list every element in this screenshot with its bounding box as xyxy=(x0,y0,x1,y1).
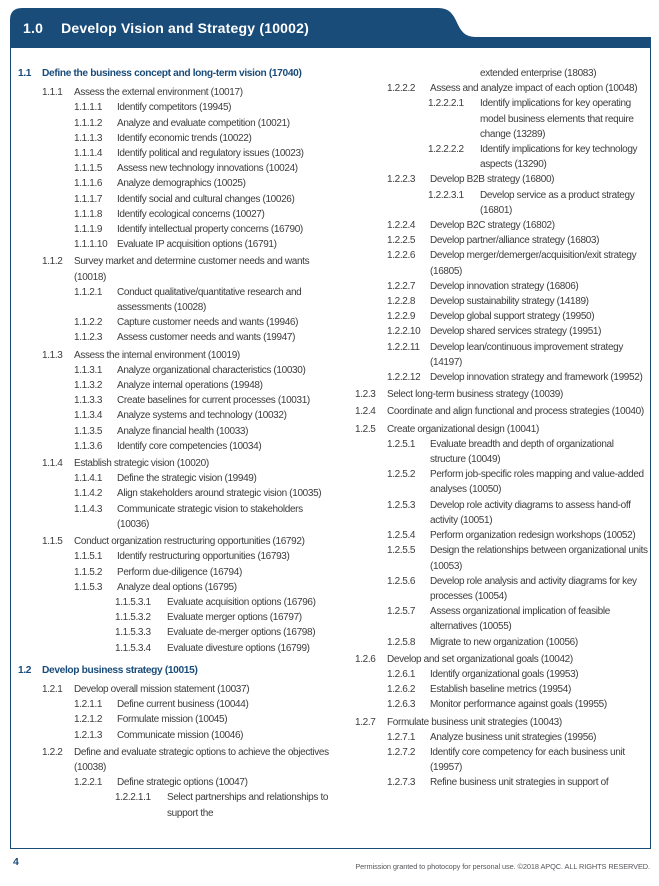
item-text: extended enterprise (18083) xyxy=(480,68,597,79)
item-number: 1.1 xyxy=(18,68,32,79)
item-number: 1.1.5.3.2 xyxy=(115,612,151,624)
item-text: Define the strategic vision (19949) xyxy=(117,473,257,485)
list-item xyxy=(10,775,332,790)
list-item xyxy=(323,96,650,142)
item-number: 1.2.2.1.1 xyxy=(115,792,151,804)
item-text: Evaluate de-merger options (16798) xyxy=(167,627,316,639)
list-item xyxy=(323,528,650,543)
item-text: Assess and analyze impact of each option (10048) xyxy=(430,83,638,95)
item-text: Evaluate acquisition options (16796) xyxy=(167,596,316,608)
list-item xyxy=(10,790,332,820)
page-number: 4 xyxy=(13,856,19,868)
item-number: 1.2.2 xyxy=(42,746,63,758)
item-number: 1.2.1.3 xyxy=(74,729,103,741)
list-item xyxy=(323,279,650,294)
item-text: Survey market and determine customer needs and wants (10018) xyxy=(74,256,310,283)
list-item xyxy=(10,348,332,363)
item-number: 1.1.5.3.4 xyxy=(115,642,151,654)
list-item xyxy=(323,309,650,324)
list-item xyxy=(323,340,650,370)
item-text: Conduct organization restructuring opportunities (16792) xyxy=(74,536,305,548)
item-number: 1.1.3 xyxy=(42,349,63,361)
item-text: Perform job-specific roles mapping and value-added analyses (10050) xyxy=(430,469,644,496)
item-number: 1.1.1.1 xyxy=(74,102,103,114)
item-number: 1.1.3.3 xyxy=(74,395,103,407)
list-item xyxy=(323,66,650,81)
list-item xyxy=(323,142,650,172)
list-item xyxy=(10,116,332,131)
page-title-number: 1.0 xyxy=(23,20,44,36)
item-number: 1.1.5 xyxy=(42,536,63,548)
item-number: 1.1.3.1 xyxy=(74,364,103,376)
item-text: Develop global support strategy (19950) xyxy=(430,311,595,323)
page-title xyxy=(23,8,309,48)
item-text: Identify organizational goals (19953) xyxy=(430,668,579,680)
item-number: 1.1.2 xyxy=(42,256,63,268)
item-text: Establish baseline metrics (19954) xyxy=(430,684,571,696)
list-item xyxy=(10,254,332,284)
item-text: Identify competitors (19945) xyxy=(117,102,232,114)
item-text: Refine business unit strategies in support of xyxy=(430,777,609,789)
list-item xyxy=(323,437,650,467)
list-item xyxy=(10,439,332,454)
item-number: 1.2.1.2 xyxy=(74,714,103,726)
item-number: 1.1.1.5 xyxy=(74,163,103,175)
list-item xyxy=(10,207,332,222)
section-heading xyxy=(10,66,332,81)
list-item xyxy=(10,222,332,237)
item-number: 1.1.3.5 xyxy=(74,425,103,437)
item-text: Design the relationships between organizational units (10053) xyxy=(430,545,648,572)
list-item xyxy=(323,745,650,775)
list-item xyxy=(323,667,650,682)
list-item xyxy=(323,635,650,650)
item-number: 1.2.2.12 xyxy=(387,372,421,384)
item-number: 1.1.1.4 xyxy=(74,148,103,160)
item-number: 1.1.3.6 xyxy=(74,440,103,452)
item-text: Evaluate divesture options (16799) xyxy=(167,642,310,654)
item-number: 1.2.7.2 xyxy=(387,746,416,758)
list-item xyxy=(10,146,332,161)
item-text: Assess customer needs and wants (19947) xyxy=(117,332,296,344)
list-item xyxy=(10,595,332,610)
list-item xyxy=(10,682,332,697)
item-number: 1.2.2.5 xyxy=(387,235,416,247)
item-number: 1.1.1 xyxy=(42,87,63,99)
item-text: Assess the internal environment (10019) xyxy=(74,349,240,361)
list-item xyxy=(323,730,650,745)
item-text: Select long-term business strategy (10039) xyxy=(387,389,563,401)
list-item xyxy=(323,248,650,278)
list-item xyxy=(323,188,650,218)
list-item xyxy=(323,574,650,604)
item-text: Perform due-diligence (16794) xyxy=(117,566,242,578)
list-item xyxy=(10,534,332,549)
item-text: Develop business strategy (10015) xyxy=(42,664,198,676)
item-number: 1.1.1.9 xyxy=(74,224,103,236)
item-text: Develop innovation strategy and framework (19952) xyxy=(430,372,643,384)
item-number: 1.1.4.2 xyxy=(74,488,103,500)
list-item xyxy=(323,652,650,667)
item-text: Define the business concept and long-term vision (17040) xyxy=(42,68,302,79)
item-number: 1.2.2.3 xyxy=(387,174,416,186)
item-text: Assess the external environment (10017) xyxy=(74,87,243,99)
item-number: 1.2.2.1 xyxy=(74,777,103,789)
item-number: 1.2.7.1 xyxy=(387,731,416,743)
list-item xyxy=(323,218,650,233)
item-text: Develop and set organizational goals (10042) xyxy=(387,653,573,665)
item-number: 1.2.2.2.2 xyxy=(428,144,464,156)
item-text: Establish strategic vision (10020) xyxy=(74,458,209,470)
item-number: 1.1.2.2 xyxy=(74,317,103,329)
list-item xyxy=(10,237,332,252)
item-number: 1.2.7 xyxy=(355,716,376,728)
item-number: 1.1.5.3.1 xyxy=(115,596,151,608)
item-number: 1.1.5.1 xyxy=(74,551,103,563)
item-number: 1.2.5.6 xyxy=(387,575,416,587)
item-number: 1.2.2.10 xyxy=(387,326,421,338)
item-number: 1.2.2.9 xyxy=(387,311,416,323)
item-number: 1.2 xyxy=(18,664,32,676)
list-item xyxy=(323,81,650,96)
list-item xyxy=(323,422,650,437)
process-list-left-column xyxy=(10,66,332,821)
item-number: 1.2.2.4 xyxy=(387,220,416,232)
item-number: 1.2.4 xyxy=(355,406,376,418)
list-item xyxy=(10,641,332,656)
item-number: 1.1.4 xyxy=(42,458,63,470)
list-item xyxy=(10,408,332,423)
item-text: Define strategic options (10047) xyxy=(117,777,248,789)
list-item xyxy=(10,712,332,727)
item-number: 1.1.1.10 xyxy=(74,239,108,251)
item-number: 1.2.6.2 xyxy=(387,684,416,696)
item-text: Analyze deal options (16795) xyxy=(117,581,237,593)
item-text: Conduct qualitative/quantitative research and assessments (10028) xyxy=(117,286,302,314)
item-text: Evaluate breadth and depth of organizational structure (10049) xyxy=(430,438,614,466)
item-text: Analyze systems and technology (10032) xyxy=(117,410,287,422)
list-item xyxy=(10,565,332,580)
list-item xyxy=(323,294,650,309)
item-text: Develop shared services strategy (19951) xyxy=(430,326,602,338)
item-text: Identify economic trends (10022) xyxy=(117,132,252,144)
item-number: 1.2.5.1 xyxy=(387,438,416,450)
item-number: 1.2.5.5 xyxy=(387,545,416,557)
item-text: Analyze internal operations (19948) xyxy=(117,380,263,392)
item-text: Monitor performance against goals (19955) xyxy=(430,699,607,711)
list-item xyxy=(10,285,332,315)
item-text: Develop B2C strategy (16802) xyxy=(430,220,555,232)
list-item xyxy=(323,404,650,419)
item-text: Analyze business unit strategies (19956) xyxy=(430,731,597,743)
list-item xyxy=(323,498,650,528)
item-text: Analyze organizational characteristics (10030) xyxy=(117,364,306,376)
item-number: 1.1.1.6 xyxy=(74,178,103,190)
item-number: 1.2.5.2 xyxy=(387,469,416,481)
item-text: Communicate strategic vision to stakeholders (10036) xyxy=(117,503,303,530)
item-text: Identify social and cultural changes (10026) xyxy=(117,193,295,205)
item-number: 1.1.3.2 xyxy=(74,380,103,392)
list-item xyxy=(10,728,332,743)
item-text: Coordinate and align functional and process strategies (10040) xyxy=(387,406,644,418)
item-number: 1.1.2.3 xyxy=(74,332,103,344)
item-number: 1.1.1.7 xyxy=(74,193,103,205)
item-text: Select partnerships and relationships to support the xyxy=(167,792,329,819)
item-text: Analyze demographics (10025) xyxy=(117,178,246,190)
list-item xyxy=(323,467,650,497)
item-text: Identify core competency for each business unit (19957) xyxy=(430,746,625,774)
item-number: 1.2.3 xyxy=(355,389,376,401)
list-item xyxy=(10,378,332,393)
list-item xyxy=(10,192,332,207)
item-number: 1.1.3.4 xyxy=(74,410,103,422)
item-text: Identify intellectual property concerns (16790) xyxy=(117,224,303,236)
item-number: 1.2.2.8 xyxy=(387,296,416,308)
item-text: Develop service as a product strategy (16801) xyxy=(480,189,635,216)
item-text: Communicate mission (10046) xyxy=(117,729,244,741)
item-number: 1.1.1.2 xyxy=(74,117,103,129)
item-number: 1.2.1.1 xyxy=(74,699,103,711)
list-item xyxy=(10,625,332,640)
item-number: 1.2.6.1 xyxy=(387,668,416,680)
list-item xyxy=(10,315,332,330)
item-text: Identify political and regulatory issues (10023) xyxy=(117,148,304,160)
list-item xyxy=(10,610,332,625)
item-number: 1.2.5 xyxy=(355,423,376,435)
list-item xyxy=(10,697,332,712)
list-item xyxy=(10,363,332,378)
item-text: Formulate business unit strategies (10043) xyxy=(387,716,562,728)
item-text: Define current business (10044) xyxy=(117,699,249,711)
item-number: 1.2.5.8 xyxy=(387,636,416,648)
list-item xyxy=(323,324,650,339)
item-number: 1.2.5.7 xyxy=(387,606,416,618)
list-item xyxy=(323,715,650,730)
item-text: Identify implications for key operating model business elements that require change (13289) xyxy=(480,98,634,140)
item-text: Develop merger/demerger/acquisition/exit strategy (16805) xyxy=(430,250,637,277)
item-text: Align stakeholders around strategic vision (10035) xyxy=(117,488,322,500)
item-number: 1.1.2.1 xyxy=(74,286,103,298)
item-text: Define and evaluate strategic options to achieve the objectives (10038) xyxy=(74,746,329,773)
item-number: 1.2.2.7 xyxy=(387,280,416,292)
item-number: 1.2.2.11 xyxy=(387,341,420,353)
list-item xyxy=(10,502,332,532)
list-item xyxy=(10,176,332,191)
list-item xyxy=(10,161,332,176)
item-number: 1.2.5.3 xyxy=(387,499,416,511)
item-text: Capture customer needs and wants (19946) xyxy=(117,317,299,329)
item-text: Develop innovation strategy (16806) xyxy=(430,280,579,292)
item-text: Identify restructuring opportunities (16793) xyxy=(117,551,290,563)
item-number: 1.2.5.4 xyxy=(387,530,416,542)
item-text: Develop B2B strategy (16800) xyxy=(430,174,555,186)
item-text: Assess organizational implication of feasible alternatives (10055) xyxy=(430,606,610,633)
item-number: 1.2.2.6 xyxy=(387,250,416,262)
item-number: 1.2.1 xyxy=(42,683,63,695)
list-item xyxy=(323,387,650,402)
item-number: 1.1.5.3.3 xyxy=(115,627,151,639)
list-item xyxy=(10,580,332,595)
item-text: Identify implications for key technology aspects (13290) xyxy=(480,144,638,171)
item-text: Perform organization redesign workshops (10052) xyxy=(430,530,636,542)
list-item xyxy=(10,471,332,486)
item-text: Migrate to new organization (10056) xyxy=(430,636,578,648)
item-number: 1.2.7.3 xyxy=(387,777,416,789)
item-text: Develop role activity diagrams to assess hand-off activity (10051) xyxy=(430,499,631,526)
process-list-right-column xyxy=(323,66,650,791)
item-number: 1.2.6.3 xyxy=(387,699,416,711)
page-title-text: Develop Vision and Strategy (10002) xyxy=(61,20,310,36)
item-text: Evaluate merger options (16797) xyxy=(167,612,302,624)
list-item xyxy=(10,393,332,408)
item-number: 1.1.4.1 xyxy=(74,473,103,485)
list-item xyxy=(10,330,332,345)
item-text: Identify core competencies (10034) xyxy=(117,440,262,452)
item-text: Identify ecological concerns (10027) xyxy=(117,208,265,220)
section-heading xyxy=(10,663,332,678)
item-text: Analyze financial health (10033) xyxy=(117,425,249,437)
item-text: Develop role analysis and activity diagrams for key processes (10054) xyxy=(430,575,637,602)
item-text: Analyze and evaluate competition (10021) xyxy=(117,117,290,129)
list-item xyxy=(323,543,650,573)
list-item xyxy=(10,456,332,471)
list-item xyxy=(10,549,332,564)
list-item xyxy=(323,370,650,385)
list-item xyxy=(323,697,650,712)
item-number: 1.1.1.3 xyxy=(74,132,103,144)
list-item xyxy=(323,775,650,790)
list-item xyxy=(10,85,332,100)
item-number: 1.2.6 xyxy=(355,653,376,665)
item-text: Evaluate IP acquisition options (16791) xyxy=(117,239,277,251)
header-banner xyxy=(10,8,651,48)
list-item xyxy=(10,131,332,146)
list-item xyxy=(10,745,332,775)
item-number: 1.1.4.3 xyxy=(74,503,103,515)
list-item xyxy=(10,100,332,115)
list-item xyxy=(10,424,332,439)
item-number: 1.2.2.2 xyxy=(387,83,416,95)
item-text: Assess new technology innovations (10024) xyxy=(117,163,298,175)
item-text: Develop overall mission statement (10037) xyxy=(74,683,250,695)
item-text: Develop partner/alliance strategy (16803) xyxy=(430,235,600,247)
item-number: 1.2.2.3.1 xyxy=(428,189,464,201)
item-text: Develop sustainability strategy (14189) xyxy=(430,296,589,308)
item-text: Formulate mission (10045) xyxy=(117,714,228,726)
item-text: Create baselines for current processes (10031) xyxy=(117,395,310,407)
item-number: 1.1.5.3 xyxy=(74,581,103,593)
item-text: Create organizational design (10041) xyxy=(387,423,539,435)
copyright-text: Permission granted to photocopy for personal use. ©2018 APQC. ALL RIGHTS RESERVED. xyxy=(355,862,650,871)
list-item xyxy=(323,682,650,697)
list-item xyxy=(10,486,332,501)
item-number: 1.1.5.2 xyxy=(74,566,103,578)
list-item xyxy=(323,233,650,248)
list-item xyxy=(323,172,650,187)
item-number: 1.2.2.2.1 xyxy=(428,98,464,110)
item-text: Develop lean/continuous improvement strategy (14197) xyxy=(430,341,624,368)
list-item xyxy=(323,604,650,634)
item-number: 1.1.1.8 xyxy=(74,208,103,220)
